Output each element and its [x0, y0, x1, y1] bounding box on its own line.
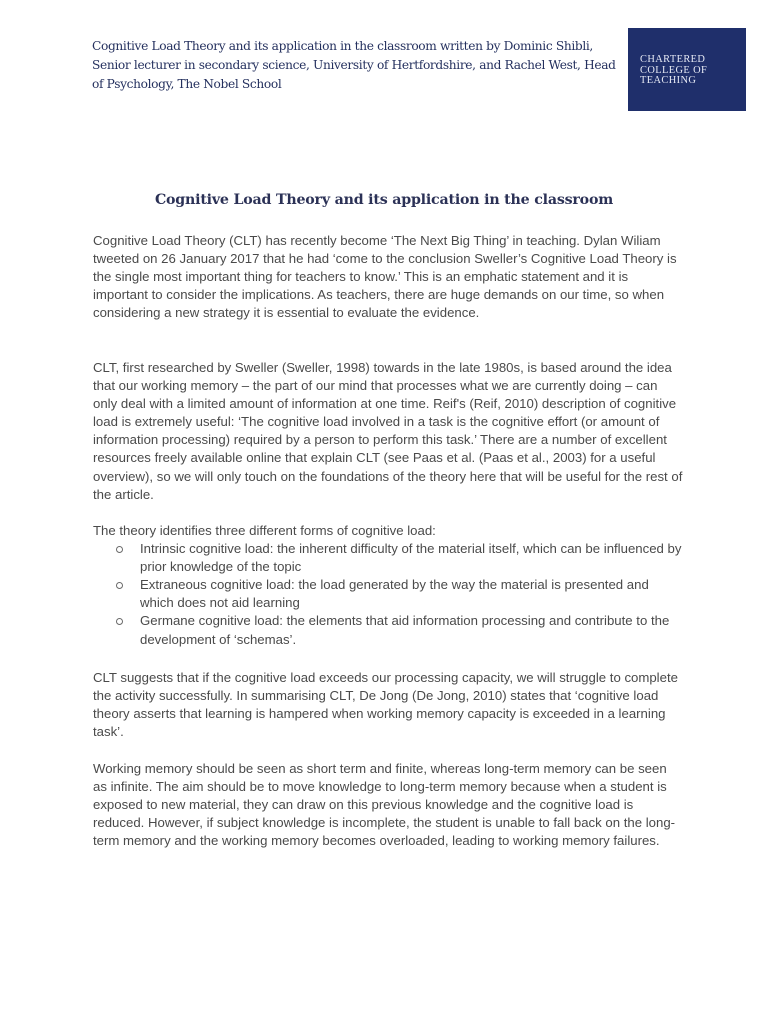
- logo-line: COLLEGE OF: [640, 64, 708, 76]
- load-types-intro: The theory identifies three different forms of cognitive load:: [93, 523, 436, 538]
- list-item-intrinsic: [93, 540, 683, 576]
- list-item-extraneous: [93, 576, 683, 612]
- hollow-bullet-icon: [116, 618, 123, 625]
- paragraph-clt-origin: CLT, first researched by Sweller (Sweller, 1998) towards in the late 1980s, is based around the idea that our working memory – the part of our mind that processes what we are currently doing – can only deal with a limited amount of information at one time. Reif's (Reif, 2010) description of cognitive load is extremely useful: ‘The cognitive load involved in a task is the cognitive effort (or amount of information processing) required by a person to perform this task.’ There are a number of excellent resources freely available online that explain CLT (see Paas et al. (Paas et al., 2003) for a useful overview), so we will only touch on the foundations of the theory here that will be useful for the rest of the article.: [93, 360, 683, 502]
- load-types-list: [93, 540, 683, 649]
- logo-line: TEACHING: [640, 75, 697, 86]
- document-title: Cognitive Load Theory and its application in the classroom: [154, 192, 614, 208]
- list-item-text: Germane cognitive load: the elements that aid information processing and contribute to the development of ‘schemas’.: [140, 613, 670, 647]
- hollow-bullet-icon: [116, 582, 123, 589]
- logo-line: CHARTERED: [640, 54, 706, 65]
- load-types-section: [93, 522, 683, 649]
- paragraph-capacity: CLT suggests that if the cognitive load exceeds our processing capacity, we will struggle to complete the activity successfully. In summarising CLT, De Jong (De Jong, 2010) states that ‘cognitive load theory asserts that learning is hampered when working memory capacity is exceeded in a learning task’.: [93, 670, 678, 740]
- paragraph-working-memory: Working memory should be seen as short term and finite, whereas long-term memory can be seen as infinite. The aim should be to move knowledge to long-term memory because when a student is exposed to new material, they can draw on this previous knowledge and the cognitive load is reduced. However, if subject knowledge is incomplete, the student is unable to fall back on the long-term memory and the working memory becomes overloaded, leading to working memory failures.: [93, 761, 676, 849]
- list-item-text: Intrinsic cognitive load: the inherent difficulty of the material itself, which can be influenced by prior knowledge of the topic: [140, 541, 682, 575]
- chartered-college-logo: [628, 28, 746, 111]
- author-credit: Cognitive Load Theory and its application in the classroom written by Dominic Shibli, Senior lecturer in secondary science, University of Hertfordshire, and Rachel West, Head of Psychology, The Nobel School: [92, 39, 616, 91]
- hollow-bullet-icon: [116, 546, 123, 553]
- logo-wordmark: [640, 55, 707, 87]
- list-item-text: Extraneous cognitive load: the load generated by the way the material is presented and which does not aid learning: [140, 577, 649, 611]
- paragraph-intro: Cognitive Load Theory (CLT) has recently become ‘The Next Big Thing’ in teaching. Dylan Wiliam tweeted on 26 January 2017 that he had ‘come to the conclusion Sweller’s Cognitive Load Theory is the single most important thing for teachers to know.’ This is an emphatic statement and it is important to consider the implications. As teachers, there are huge demands on our time, so when considering a new strategy it is essential to evaluate the evidence.: [93, 233, 677, 321]
- list-item-germane: [93, 612, 683, 648]
